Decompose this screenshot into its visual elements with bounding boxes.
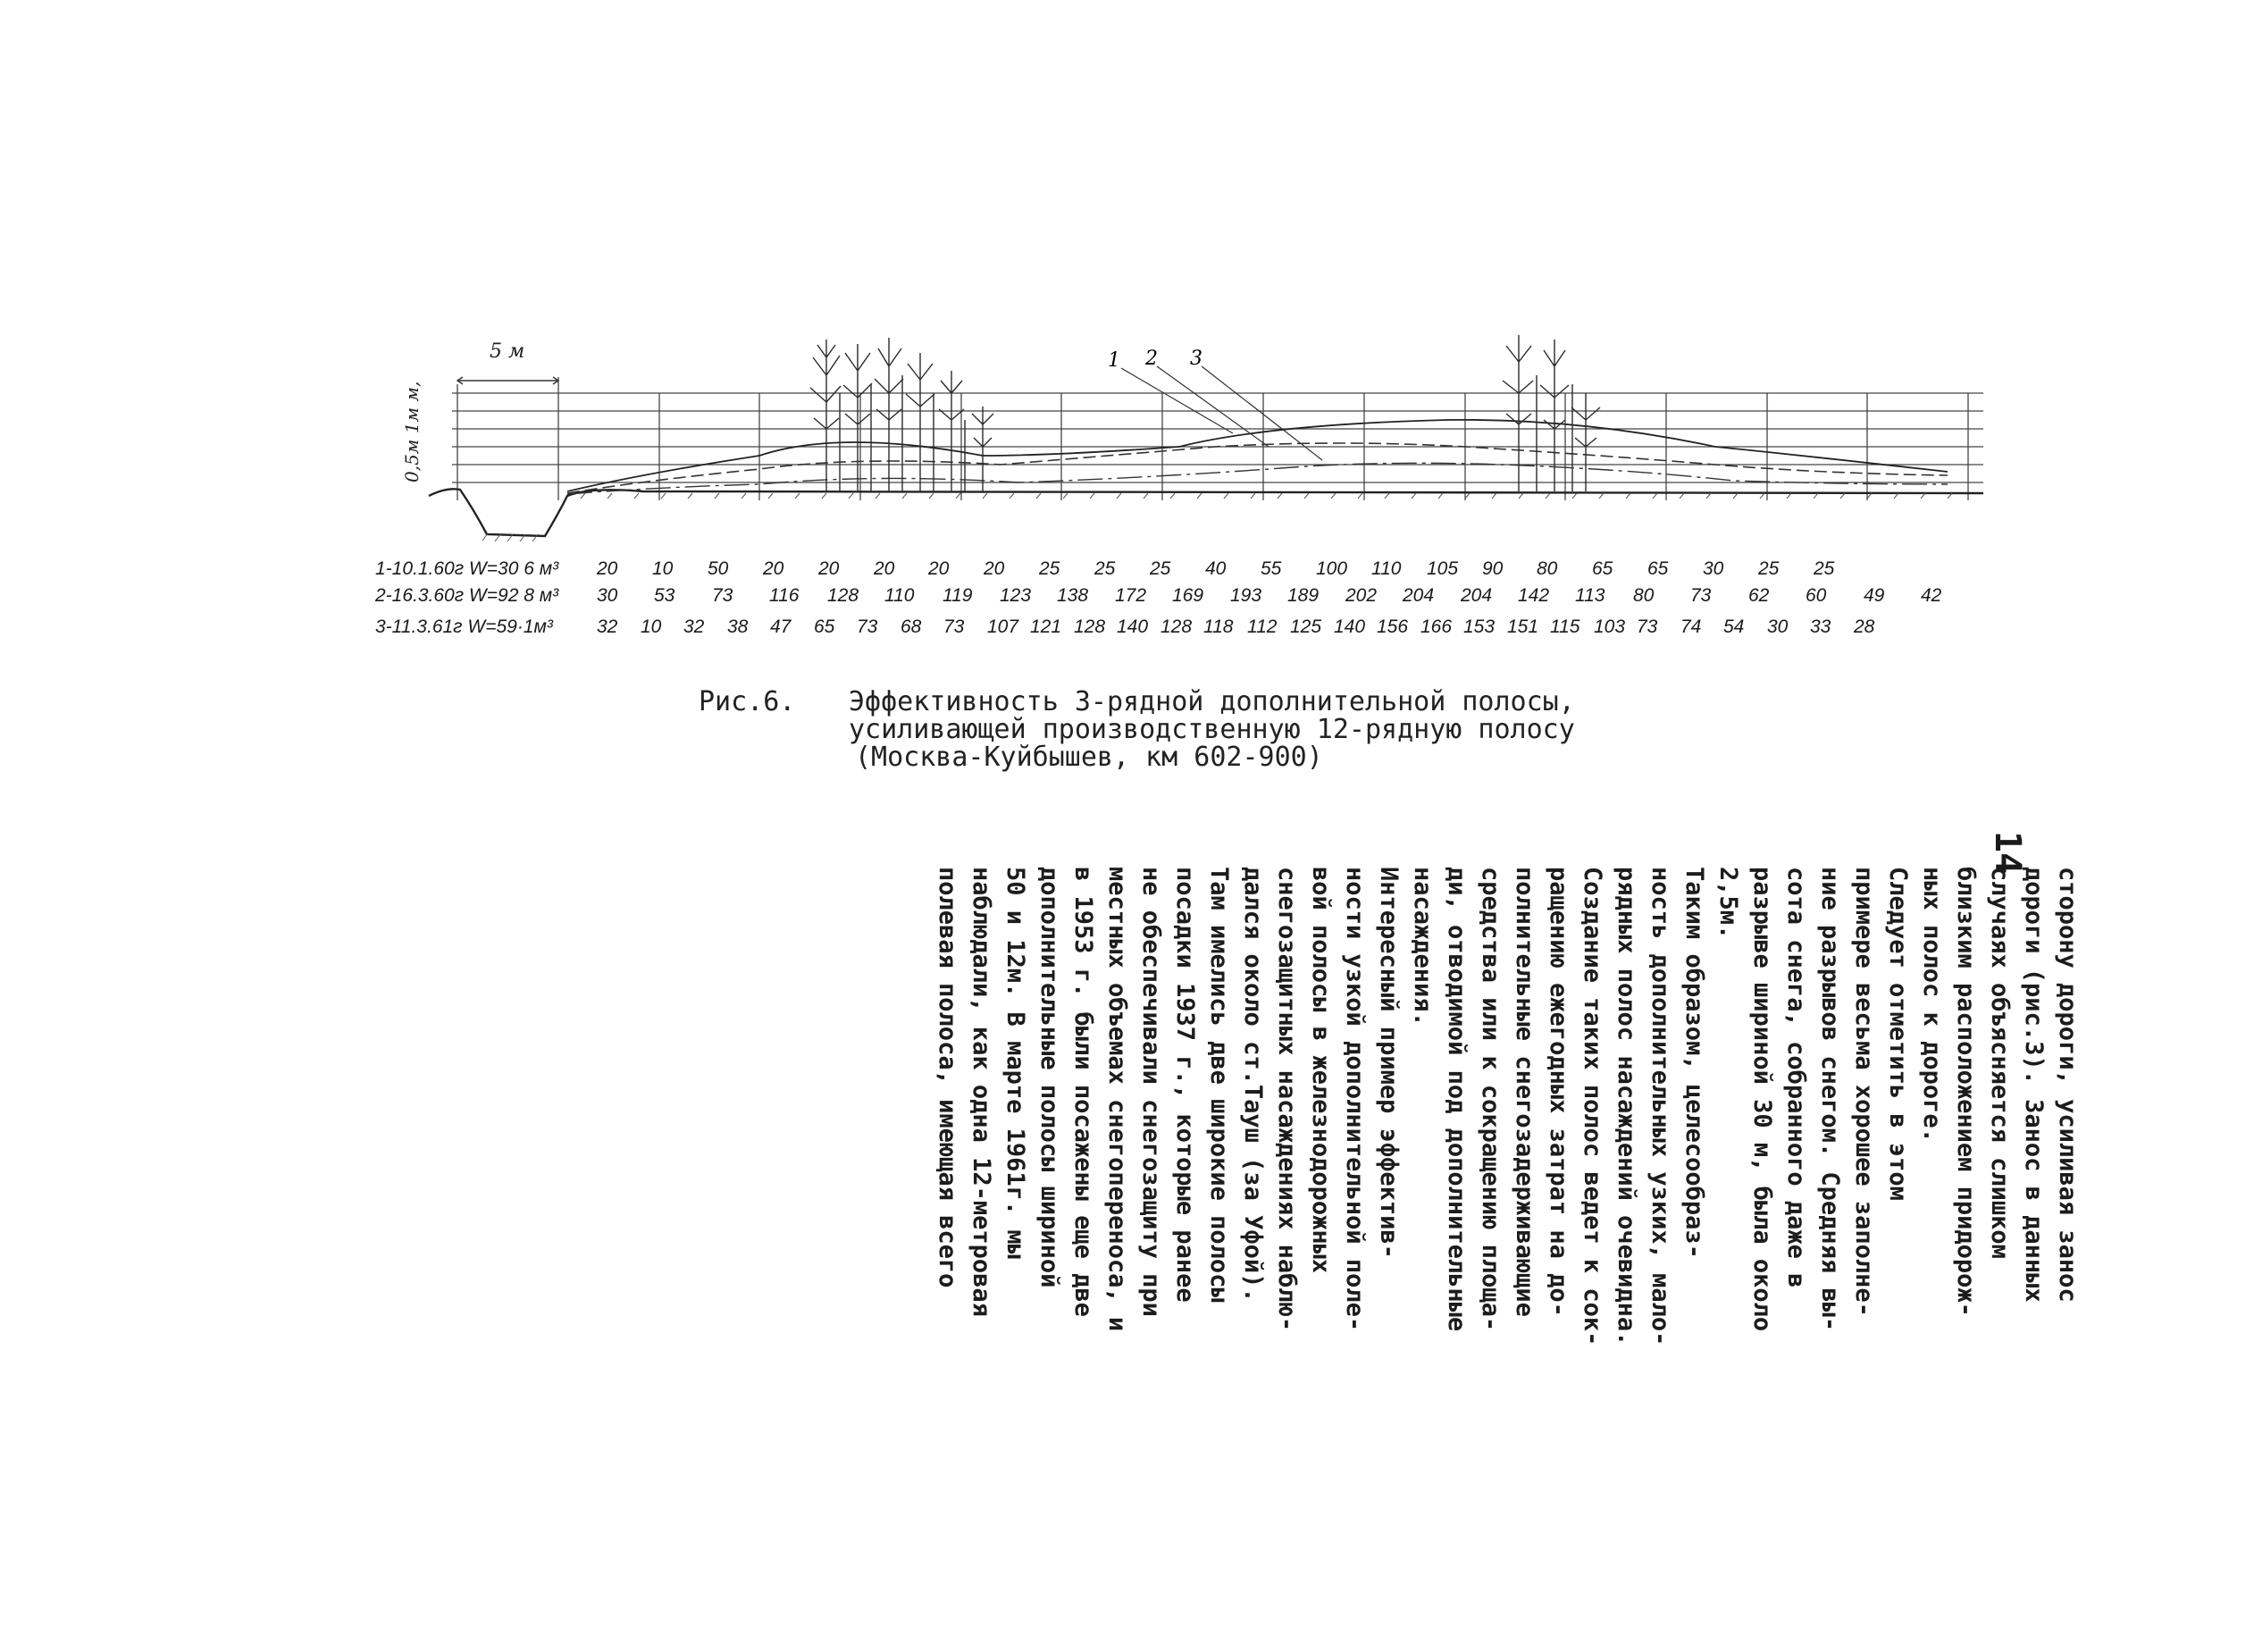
row-value: 20	[928, 558, 950, 579]
row-value: 118	[1203, 616, 1234, 637]
row-value: 115	[1550, 616, 1580, 637]
caption-line-2: усиливающей производственную 12-рядную полосу	[849, 714, 1575, 745]
body-line: Создание таких полос ведет к сок-	[1579, 867, 1606, 1346]
body-line: Интересный пример эффектив-	[1375, 867, 1403, 1259]
grid-verticals	[457, 377, 1968, 500]
row-value: 123	[1000, 585, 1032, 606]
row-value: 49	[1864, 585, 1885, 606]
snow-profile-figure	[375, 322, 2001, 625]
row-value: 50	[708, 558, 729, 579]
row-value: 68	[901, 616, 922, 637]
body-line: ность дополнительных узких, мало-	[1647, 867, 1674, 1346]
body-line: примере весьма хорошее заполне-	[1850, 867, 1878, 1317]
row-value: 105	[1427, 558, 1459, 579]
body-line: дался около ст.Тауш (за Уфой).	[1239, 867, 1267, 1303]
body-line: рядных полос насаждений очевидна.	[1613, 867, 1640, 1346]
row-value: 80	[1633, 585, 1655, 606]
body-line: 50 и 12м. В марте 1961г. мы	[1001, 867, 1029, 1259]
body-line: ности узкой дополнительной поле-	[1341, 867, 1369, 1332]
row-value: 80	[1537, 558, 1558, 579]
row-value: 10	[641, 616, 662, 637]
row-value: 25	[1039, 558, 1060, 579]
body-line: местных объемах снегопереноса, и	[1103, 867, 1131, 1332]
row-value: 119	[943, 585, 973, 606]
row-value: 112	[1247, 616, 1278, 637]
row-label-3: 3-11.3.61г W=59·1м³	[375, 616, 553, 637]
body-line: Следует отметить в этом	[1884, 867, 1912, 1201]
body-line: близким расположением придорож-	[1952, 867, 1980, 1317]
row-value: 42	[1921, 585, 1942, 606]
caption-line-3: (Москва-Куйбышев, км 602-900)	[855, 742, 1323, 773]
row-value: 25	[1758, 558, 1780, 579]
row-value: 90	[1482, 558, 1504, 579]
row-value: 73	[1690, 585, 1712, 606]
body-line: вой полосы в железнодорожных	[1307, 867, 1335, 1274]
row-value: 55	[1261, 558, 1282, 579]
curve-label-1: 1	[1108, 349, 1120, 372]
row-value: 10	[652, 558, 674, 579]
row-value: 20	[874, 558, 895, 579]
body-line: ние разрывов снегом. Средняя вы-	[1816, 867, 1844, 1332]
body-line: сота снега, собранного даже в	[1782, 867, 1810, 1288]
body-line: не обеспечивали снегозащиту при	[1137, 867, 1165, 1317]
row-value: 116	[769, 585, 800, 606]
row-value: 20	[597, 558, 618, 579]
caption-prefix: Рис.6.	[699, 686, 796, 717]
row-value: 193	[1230, 585, 1262, 606]
row-value: 169	[1172, 585, 1204, 606]
row-value: 33	[1810, 616, 1831, 637]
body-line: снегозащитных насаждениях наблю-	[1273, 867, 1301, 1332]
body-line: ращению ежегодных затрат на до-	[1545, 867, 1572, 1317]
row-value: 47	[770, 616, 792, 637]
row-value: 62	[1748, 585, 1770, 606]
row-value: 113	[1575, 585, 1605, 606]
body-line: дороги (рис.3). Занос в данных	[2020, 867, 2048, 1303]
body-line: насаждения.	[1409, 867, 1437, 1027]
vertical-axis-label: 0,5м 1м м,	[401, 381, 423, 482]
row-value: 65	[1647, 558, 1669, 579]
row-value: 32	[683, 616, 705, 637]
curve-leaders	[1121, 366, 1322, 460]
row-value: 38	[727, 616, 749, 637]
row-value: 30	[597, 585, 618, 606]
body-line: сторону дороги, усиливая занос	[2054, 867, 2082, 1303]
row-value: 107	[987, 616, 1019, 637]
row-value: 202	[1345, 585, 1378, 606]
body-line: ных полос к дороге.	[1918, 867, 1946, 1143]
ground-profile	[429, 489, 1983, 536]
body-line: полнительные снегозадерживающие	[1511, 867, 1538, 1317]
row-value: 204	[1403, 585, 1435, 606]
row-value: 25	[1094, 558, 1116, 579]
row-value: 65	[814, 616, 835, 637]
body-line: Таким образом, целесообраз-	[1680, 867, 1708, 1259]
body-line: дополнительные полосы шириной	[1035, 867, 1063, 1288]
body-line: 2,5м.	[1714, 867, 1742, 940]
page-number: 14	[1987, 831, 2028, 875]
row-value: 28	[1854, 616, 1875, 637]
scale-bar	[457, 377, 558, 384]
row-value: 20	[984, 558, 1005, 579]
row-value: 166	[1420, 616, 1453, 637]
row-value: 65	[1592, 558, 1613, 579]
row-value: 128	[1161, 616, 1193, 637]
body-line: ди, отводимой под дополнительные	[1443, 867, 1471, 1332]
body-line: случаях объясняется слишком	[1986, 867, 2014, 1259]
row-value: 32	[597, 616, 618, 637]
caption-line-1: Эффективность 3-рядной дополнительной полосы,	[849, 686, 1575, 717]
row-value: 40	[1205, 558, 1227, 579]
row-value: 100	[1316, 558, 1348, 579]
row-value: 128	[827, 585, 859, 606]
row-value: 73	[857, 616, 878, 637]
ground-hatching	[482, 493, 1952, 541]
row-value: 189	[1287, 585, 1320, 606]
row-value: 125	[1290, 616, 1322, 637]
row-value: 30	[1703, 558, 1724, 579]
row-value: 25	[1150, 558, 1171, 579]
body-line: Там имелись две широкие полосы	[1205, 867, 1233, 1303]
tree-belt-production	[810, 338, 993, 491]
body-text-rotated	[402, 867, 2082, 1385]
scale-label: 5 м	[490, 340, 525, 363]
row-value: 30	[1767, 616, 1789, 637]
body-line: в 1953 г. были посажены еще две	[1069, 867, 1097, 1317]
row-value: 73	[943, 616, 965, 637]
curve-label-3: 3	[1190, 348, 1202, 370]
tree-belt-additional	[1503, 335, 1600, 491]
row-value: 142	[1518, 585, 1550, 606]
body-line: посадки 1937 г., которые ранее	[1171, 867, 1199, 1303]
row-value: 53	[654, 585, 675, 606]
row-label-2: 2-16.3.60г W=92 8 м³	[375, 585, 559, 606]
row-value: 172	[1115, 585, 1147, 606]
row-value: 128	[1074, 616, 1106, 637]
row-value: 73	[1637, 616, 1658, 637]
row-value: 140	[1117, 616, 1149, 637]
row-value: 74	[1680, 616, 1702, 637]
row-value: 60	[1806, 585, 1827, 606]
body-line: средства или к сокращению площа-	[1477, 867, 1504, 1332]
row-value: 153	[1463, 616, 1496, 637]
body-line: разрыве шириной 30 м, была около	[1748, 867, 1776, 1332]
row-value: 20	[818, 558, 840, 579]
row-value: 151	[1507, 616, 1539, 637]
row-value: 110	[884, 585, 915, 606]
row-value: 25	[1814, 558, 1835, 579]
row-value: 138	[1057, 585, 1089, 606]
row-value: 204	[1461, 585, 1493, 606]
row-value: 156	[1377, 616, 1409, 637]
curve-label-2: 2	[1145, 348, 1158, 370]
row-label-1: 1-10.1.60г W=30 6 м³	[375, 558, 559, 579]
row-value: 140	[1334, 616, 1366, 637]
row-value: 103	[1594, 616, 1626, 637]
row-value: 54	[1723, 616, 1745, 637]
row-value: 73	[712, 585, 733, 606]
row-value: 121	[1030, 616, 1062, 637]
body-line: полевая полоса, имеющая всего	[934, 867, 961, 1288]
snow-curve-1	[567, 420, 1948, 491]
row-value: 110	[1371, 558, 1402, 579]
row-value: 20	[763, 558, 784, 579]
body-line: наблюдали, как одна 12-метровая	[968, 867, 995, 1317]
